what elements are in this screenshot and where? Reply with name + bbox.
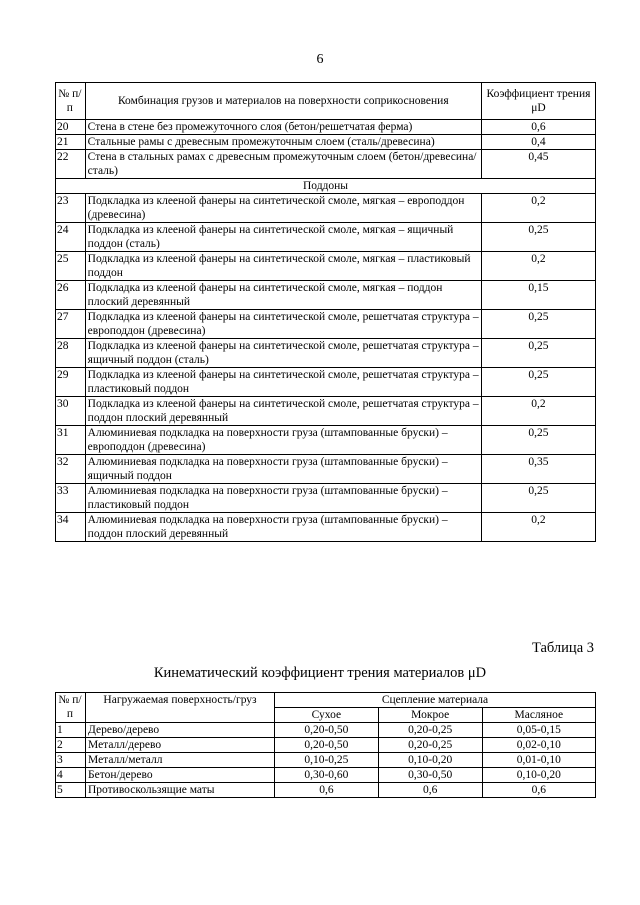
row-desc: Подкладка из клееной фанеры на синтетической смоле, мягкая – ящичный поддон (сталь) (85, 223, 481, 252)
table-row (56, 738, 596, 753)
t3-row-surface: Металл/металл (86, 753, 275, 768)
row-desc: Алюминиевая подкладка на поверхности груза (штампованные бруски) – ящичный поддон (85, 455, 481, 484)
row-num: 21 (56, 135, 86, 150)
t3-header-surface: Нагружаемая поверхность/груз (86, 693, 275, 723)
row-num: 32 (56, 455, 86, 484)
table-row (56, 426, 596, 455)
row-num: 28 (56, 339, 86, 368)
table-row (56, 310, 596, 339)
t3-row-surface: Металл/дерево (86, 738, 275, 753)
table-row (56, 397, 596, 426)
t3-row-oily: 0,10-0,20 (482, 768, 595, 783)
t3-row-wet: 0,6 (378, 783, 482, 798)
table-row (56, 768, 596, 783)
table3-label: Таблица 3 (531, 640, 594, 656)
row-num: 22 (56, 150, 86, 179)
row-coef: 0,25 (481, 310, 595, 339)
table-row (56, 135, 596, 150)
row-coef: 0,25 (481, 426, 595, 455)
t3-header-oily: Масляное (482, 708, 595, 723)
row-num: 29 (56, 368, 86, 397)
t3-row-wet: 0,20-0,25 (378, 723, 482, 738)
table-row (56, 368, 596, 397)
row-coef: 0,25 (481, 339, 595, 368)
t3-row-surface: Бетон/дерево (86, 768, 275, 783)
row-coef: 0,2 (481, 194, 595, 223)
table3-title: Кинематический коэффициент трения материалов μD (153, 665, 487, 681)
row-coef: 0,2 (481, 397, 595, 426)
table-row (56, 281, 596, 310)
table-row (56, 252, 596, 281)
row-coef: 0,2 (481, 252, 595, 281)
t3-row-num: 2 (56, 738, 86, 753)
row-desc: Подкладка из клееной фанеры на синтетической смоле, мягкая – поддон плоский деревянный (85, 281, 481, 310)
t3-row-wet: 0,30-0,50 (378, 768, 482, 783)
row-num: 23 (56, 194, 86, 223)
row-desc: Подкладка из клееной фанеры на синтетической смоле, решетчатая структура – европоддон (древесина) (85, 310, 481, 339)
row-desc: Подкладка из клееной фанеры на синтетической смоле, мягкая – европоддон (древесина) (85, 194, 481, 223)
row-coef: 0,6 (481, 120, 595, 135)
t3-row-oily: 0,05-0,15 (482, 723, 595, 738)
table-header-row (56, 83, 596, 120)
table-row (56, 223, 596, 252)
kinematic-friction-table (55, 692, 596, 798)
row-num: 24 (56, 223, 86, 252)
table-row (56, 723, 596, 738)
t3-header-wet: Мокрое (378, 708, 482, 723)
row-coef: 0,25 (481, 484, 595, 513)
row-num: 33 (56, 484, 86, 513)
row-num: 20 (56, 120, 86, 135)
t3-row-surface: Противоскользящие маты (86, 783, 275, 798)
table-row (56, 339, 596, 368)
t3-row-num: 5 (56, 783, 86, 798)
t3-header-group: Сцепление материала (275, 693, 596, 708)
row-desc: Подкладка из клееной фанеры на синтетической смоле, решетчатая структура – поддон плоский деревянный (85, 397, 481, 426)
t3-row-dry: 0,30-0,60 (275, 768, 379, 783)
row-desc: Стена в стальных рамах с древесным промежуточным слоем (бетон/древесина/сталь) (85, 150, 481, 179)
page-number: 6 (316, 52, 324, 67)
friction-table-pallets (55, 82, 596, 542)
t3-header-dry: Сухое (275, 708, 379, 723)
row-desc: Алюминиевая подкладка на поверхности груза (штампованные бруски) – пластиковый поддон (85, 484, 481, 513)
row-num: 25 (56, 252, 86, 281)
row-num: 27 (56, 310, 86, 339)
t3-row-num: 4 (56, 768, 86, 783)
row-num: 34 (56, 513, 86, 542)
row-desc: Подкладка из клееной фанеры на синтетической смоле, решетчатая структура – пластиковый поддон (85, 368, 481, 397)
row-desc: Подкладка из клееной фанеры на синтетической смоле, решетчатая структура – ящичный поддон (сталь) (85, 339, 481, 368)
row-num: 30 (56, 397, 86, 426)
t3-row-num: 3 (56, 753, 86, 768)
t3-header-num: № п/п (56, 693, 86, 723)
t3-row-dry: 0,20-0,50 (275, 738, 379, 753)
t3-row-num: 1 (56, 723, 86, 738)
row-desc: Стена в стене без промежуточного слоя (бетон/решетчатая ферма) (85, 120, 481, 135)
row-coef: 0,2 (481, 513, 595, 542)
t3-row-oily: 0,6 (482, 783, 595, 798)
row-coef: 0,35 (481, 455, 595, 484)
t3-row-dry: 0,6 (275, 783, 379, 798)
row-desc: Алюминиевая подкладка на поверхности груза (штампованные бруски) – европоддон (древесина) (85, 426, 481, 455)
row-num: 31 (56, 426, 86, 455)
t3-row-wet: 0,10-0,20 (378, 753, 482, 768)
table-row (56, 513, 596, 542)
row-coef: 0,15 (481, 281, 595, 310)
t3-row-oily: 0,02-0,10 (482, 738, 595, 753)
header-desc: Комбинация грузов и материалов на поверхности соприкосновения (85, 83, 481, 120)
row-num: 26 (56, 281, 86, 310)
row-desc: Подкладка из клееной фанеры на синтетической смоле, мягкая – пластиковый поддон (85, 252, 481, 281)
header-coef: Коэффициент трения μD (481, 83, 595, 120)
row-coef: 0,25 (481, 368, 595, 397)
t3-row-oily: 0,01-0,10 (482, 753, 595, 768)
table-row (56, 753, 596, 768)
table-row (56, 194, 596, 223)
header-num: № п/п (56, 83, 86, 120)
t3-row-dry: 0,20-0,50 (275, 723, 379, 738)
row-coef: 0,25 (481, 223, 595, 252)
row-coef: 0,4 (481, 135, 595, 150)
section-label: Поддоны (56, 179, 596, 194)
table3-header-row1 (56, 693, 596, 708)
row-coef: 0,45 (481, 150, 595, 179)
table-row (56, 484, 596, 513)
t3-row-surface: Дерево/дерево (86, 723, 275, 738)
row-desc: Алюминиевая подкладка на поверхности груза (штампованные бруски) – поддон плоский деревянный (85, 513, 481, 542)
table-row (56, 783, 596, 798)
table-row (56, 120, 596, 135)
t3-row-dry: 0,10-0,25 (275, 753, 379, 768)
t3-row-wet: 0,20-0,25 (378, 738, 482, 753)
row-desc: Стальные рамы с древесным промежуточным слоем (сталь/древесина) (85, 135, 481, 150)
section-row (56, 179, 596, 194)
table-row (56, 455, 596, 484)
table-row (56, 150, 596, 179)
